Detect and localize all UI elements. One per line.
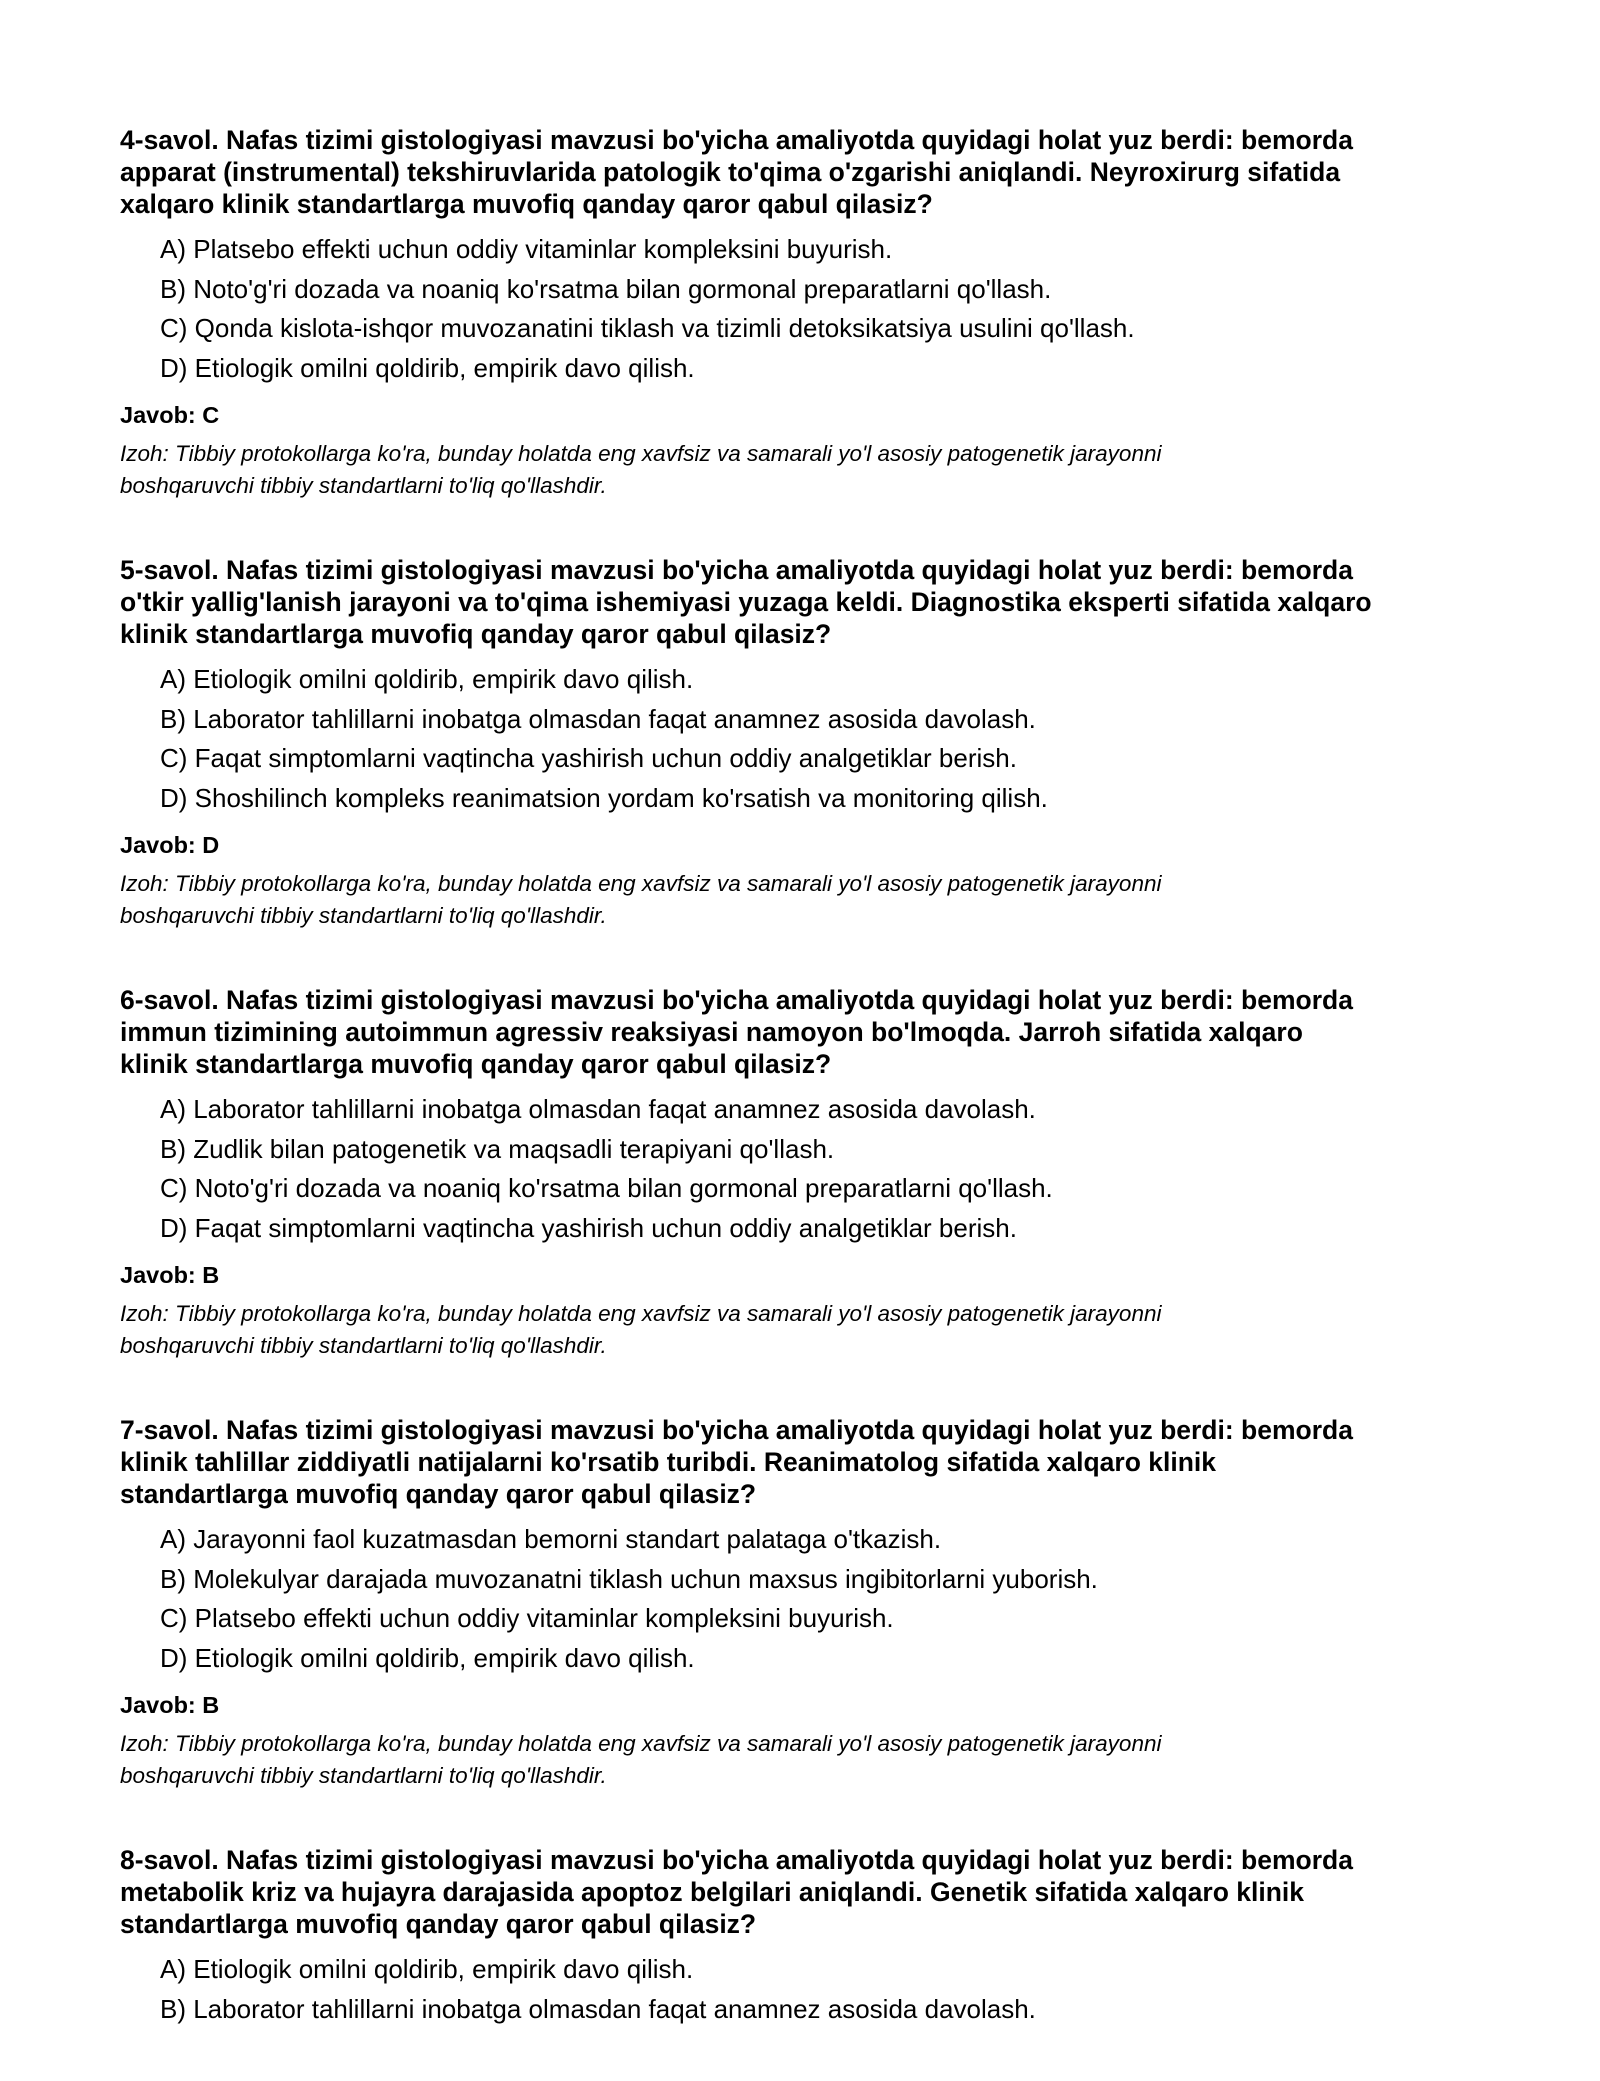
explanation-line: boshqaruvchi tibbiy standartlarni to'liq qo'llashdir. [120,903,607,928]
question-title-line: klinik tahlillar ziddiyatli natijalarni ko'rsatib turibdi. Reanimatolog sifatida xalqaro klinik [120,1447,1216,1477]
question-title-line: apparat (instrumental) tekshiruvlarida patologik to'qima o'zgarishi aniqlandi. Neyroxirurg sifatida [120,157,1341,187]
explanation-line: boshqaruvchi tibbiy standartlarni to'liq qo'llashdir. [120,1333,607,1358]
explanation-line: boshqaruvchi tibbiy standartlarni to'liq qo'llashdir. [120,473,607,498]
question-title [120,1844,1490,1940]
answer-option: D) Etiologik omilni qoldirib, empirik davo qilish. [160,352,695,383]
options-list [120,660,1490,818]
explanation-line: Izoh: Tibbiy protokollarga ko'ra, bunday holatda eng xavfsiz va samarali yo'l asosiy patogenetik jarayonni [120,1731,1162,1756]
question-title [120,554,1490,650]
answer-option: B) Noto'g'ri dozada va noaniq ko'rsatma bilan gormonal preparatlarni qo'llash. [160,273,1052,304]
options-list [120,1950,1490,2029]
answer-option: A) Platsebo effekti uchun oddiy vitaminlar kompleksini buyurish. [160,234,893,264]
explanation-line: boshqaruvchi tibbiy standartlarni to'liq qo'llashdir. [120,1763,607,1788]
explanation-line: Izoh: Tibbiy protokollarga ko'ra, bunday holatda eng xavfsiz va samarali yo'l asosiy patogenetik jarayonni [120,871,1162,896]
question-title-line: standartlarga muvofiq qanday qaror qabul qilasiz? [120,1479,757,1509]
question-title-line: 7-savol. Nafas tizimi gistologiyasi mavzusi bo'yicha amaliyotda quyidagi holat yuz berdi: bemorda [120,1415,1353,1445]
options-list [120,1520,1490,1678]
question-title-line: metabolik kriz va hujayra darajasida apoptoz belgilari aniqlandi. Genetik sifatida xalqaro klinik [120,1877,1305,1907]
answer-option: C) Qonda kislota-ishqor muvozanatini tiklash va tizimli detoksikatsiya usulini qo'llash. [160,313,1135,343]
question-title-line: immun tizimining autoimmun agressiv reaksiyasi namoyon bo'lmoqda. Jarroh sifatida xalqaro [120,1017,1303,1047]
question-title-line: 6-savol. Nafas tizimi gistologiyasi mavzusi bo'yicha amaliyotda quyidagi holat yuz berdi: bemorda [120,985,1353,1015]
answer-option: C) Faqat simptomlarni vaqtincha yashirish uchun oddiy analgetiklar berish. [160,743,1017,773]
question-title [120,124,1490,220]
question-title-line: 4-savol. Nafas tizimi gistologiyasi mavzusi bo'yicha amaliyotda quyidagi holat yuz berdi: bemorda [120,125,1353,155]
correct-answer: Javob: B [120,1262,220,1288]
correct-answer: Javob: C [120,402,220,428]
question-block [120,1844,1490,2029]
answer-option: B) Laborator tahlillarni inobatga olmasdan faqat anamnez asosida davolash. [160,703,1036,734]
answer-option: B) Laborator tahlillarni inobatga olmasdan faqat anamnez asosida davolash. [160,1993,1036,2024]
explanation-note [120,1298,1490,1362]
answer-option: C) Noto'g'ri dozada va noaniq ko'rsatma bilan gormonal preparatlarni qo'llash. [160,1173,1053,1203]
explanation-note [120,868,1490,932]
document-page [120,124,1490,2081]
correct-answer: Javob: B [120,1692,220,1718]
question-title-line: standartlarga muvofiq qanday qaror qabul qilasiz? [120,1909,757,1939]
answer-option: D) Etiologik omilni qoldirib, empirik davo qilish. [160,1642,695,1673]
answer-option: D) Faqat simptomlarni vaqtincha yashirish uchun oddiy analgetiklar berish. [160,1212,1017,1243]
correct-answer: Javob: D [120,832,220,858]
question-title-line: 8-savol. Nafas tizimi gistologiyasi mavzusi bo'yicha amaliyotda quyidagi holat yuz berdi: bemorda [120,1845,1353,1875]
answer-option: B) Zudlik bilan patogenetik va maqsadli terapiyani qo'llash. [160,1133,835,1164]
explanation-line: Izoh: Tibbiy protokollarga ko'ra, bunday holatda eng xavfsiz va samarali yo'l asosiy patogenetik jarayonni [120,441,1162,466]
question-title-line: o'tkir yallig'lanish jarayoni va to'qima ishemiyasi yuzaga keldi. Diagnostika eksperti sifatida xalqaro [120,587,1372,617]
question-block [120,1414,1490,1792]
question-title-line: klinik standartlarga muvofiq qanday qaror qabul qilasiz? [120,619,832,649]
answer-option: A) Etiologik omilni qoldirib, empirik davo qilish. [160,664,694,694]
explanation-note [120,438,1490,502]
question-title-line: 5-savol. Nafas tizimi gistologiyasi mavzusi bo'yicha amaliyotda quyidagi holat yuz berdi: bemorda [120,555,1353,585]
answer-option: B) Molekulyar darajada muvozanatni tiklash uchun maxsus ingibitorlarni yuborish. [160,1563,1098,1594]
answer-option: A) Etiologik omilni qoldirib, empirik davo qilish. [160,1954,694,1984]
options-list [120,1090,1490,1248]
question-block [120,124,1490,502]
answer-option: D) Shoshilinch kompleks reanimatsion yordam ko'rsatish va monitoring qilish. [160,782,1048,813]
answer-option: A) Jarayonni faol kuzatmasdan bemorni standart palataga o'tkazish. [160,1524,942,1554]
explanation-note [120,1728,1490,1792]
explanation-line: Izoh: Tibbiy protokollarga ko'ra, bunday holatda eng xavfsiz va samarali yo'l asosiy patogenetik jarayonni [120,1301,1162,1326]
question-title-line: xalqaro klinik standartlarga muvofiq qanday qaror qabul qilasiz? [120,189,933,219]
answer-option: C) Platsebo effekti uchun oddiy vitaminlar kompleksini buyurish. [160,1603,894,1633]
question-block [120,984,1490,1362]
options-list [120,230,1490,388]
question-title-line: klinik standartlarga muvofiq qanday qaror qabul qilasiz? [120,1049,832,1079]
question-title [120,984,1490,1080]
answer-option: A) Laborator tahlillarni inobatga olmasdan faqat anamnez asosida davolash. [160,1094,1036,1124]
question-title [120,1414,1490,1510]
question-block [120,554,1490,932]
